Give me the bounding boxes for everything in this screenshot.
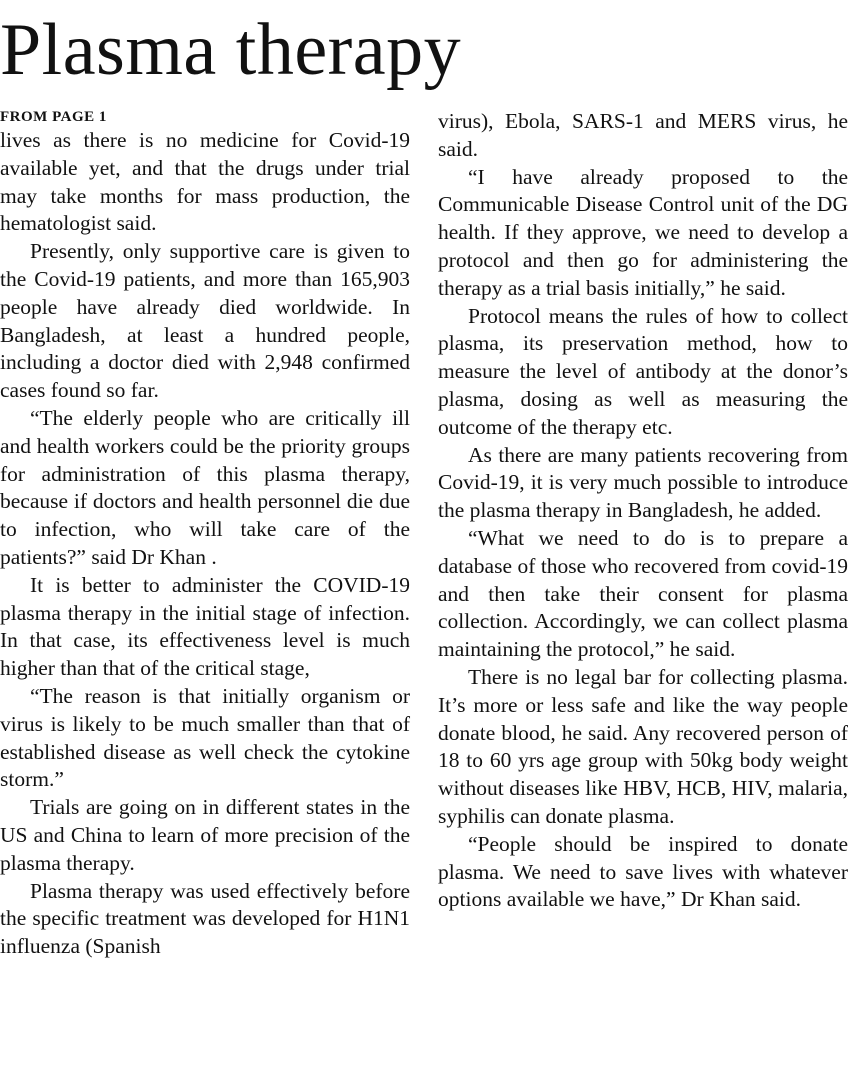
paragraph: There is no legal bar for collecting plasma. It’s more or less safe and like the way people donate blood, he said. Any recovered person of 18 to 60 yrs age group with 50kg body weight without diseases like HBV, HCB, HIV, malaria, syphilis can donate plasma. (438, 664, 848, 828)
paragraph: As there are many patients recovering from Covid-19, it is very much possible to introduce the plasma therapy in Bangladesh, he added. (438, 442, 848, 523)
paragraph: “I have already proposed to the Communicable Disease Control unit of the DG health. If they approve, we need to develop a protocol and then go for administering the therapy as a trial basis initially,” he said. (438, 164, 848, 300)
paragraph: Presently, only supportive care is given to the Covid-19 patients, and more than 165,903 people have already died worldwide. In Bangladesh, at least a hundred people, including a doctor died with 2,948 confirmed cases found so far. (0, 239, 410, 403)
paragraph: “The elderly people who are critically ill and health workers could be the priority groups for administration of this plasma therapy, because if doctors and health personnel die due to infection, who will take care of the patients?” said Dr Khan . (0, 405, 410, 569)
article-headline: Plasma therapy (0, 9, 462, 91)
paragraph: “What we need to do is to prepare a database of those who recovered from covid-19 and then take their consent for plasma collection. Accordingly, we can collect plasma maintaining the protocol,” he said. (438, 525, 848, 662)
paragraph: “The reason is that initially organism or virus is likely to be much smaller than that of established disease as well check the cytokine storm.” (0, 683, 410, 792)
paragraph: It is better to administer the COVID-19 plasma therapy in the initial stage of infection. In that case, its effectiveness level is much higher than that of the critical stage, (0, 572, 410, 681)
article-column-left (0, 107, 410, 961)
paragraph: Plasma therapy was used effectively before the specific treatment was developed for H1N1 influenza (Spanish (0, 878, 410, 959)
continuation-kicker: FROM PAGE 1 (0, 109, 107, 125)
paragraph: “People should be inspired to donate plasma. We need to save lives with whatever options available we have,” Dr Khan said. (438, 831, 848, 912)
paragraph: Protocol means the rules of how to collect plasma, its preservation method, how to measure the level of antibody at the donor’s plasma, dosing as well as measuring the outcome of the therapy etc. (438, 303, 848, 439)
paragraph: virus), Ebola, SARS-1 and MERS virus, he said. (438, 109, 848, 161)
paragraph: lives as there is no medicine for Covid-19 available yet, and that the drugs under trial may take months for mass production, the hematologist said. (0, 128, 410, 236)
paragraph: Trials are going on in different states in the US and China to learn of more precision of the plasma therapy. (0, 795, 410, 875)
article-column-right (438, 108, 848, 914)
